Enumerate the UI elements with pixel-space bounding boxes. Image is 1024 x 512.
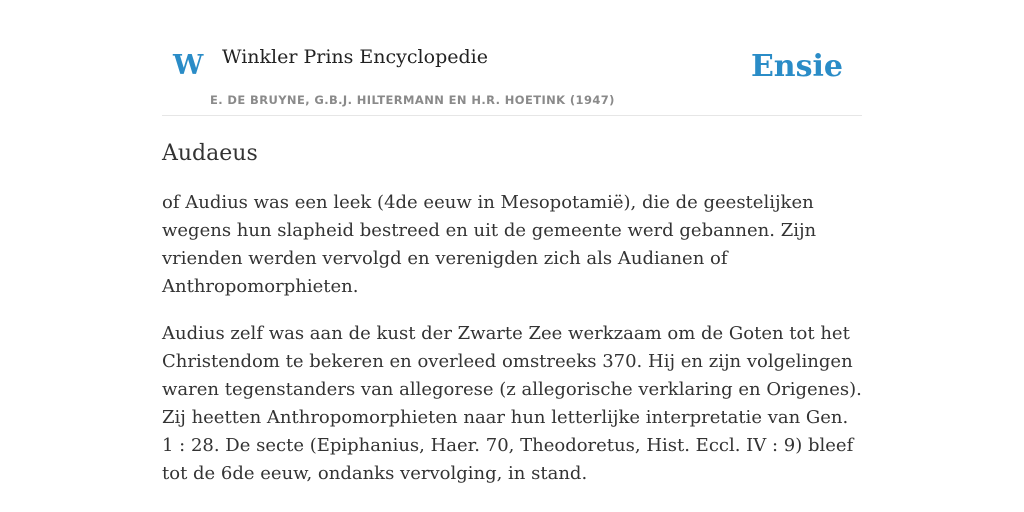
ensie-brand-link[interactable]: Ensie — [750, 49, 843, 84]
site-authors: E. DE BRUYNE, G.B.J. HILTERMANN EN H.R. HOETINK (1947) — [210, 93, 615, 107]
article-paragraph-1: of Audius was een leek (4de eeuw in Mesopotamië), die de geestelijken wegens hun slapheid bestreed en uit de gemeente werd gebannen. Zijn vrienden werden vervolgd en verenigden zich als Audianen of Anthropomorphieten. — [162, 191, 817, 297]
entry-title: Audaeus — [162, 141, 258, 166]
page — [162, 0, 862, 488]
winkler-prins-logo-icon[interactable]: W — [173, 50, 204, 81]
site-header — [162, 0, 862, 116]
site-title[interactable]: Winkler Prins Encyclopedie — [222, 46, 488, 68]
article-paragraph-2: Audius zelf was aan de kust der Zwarte Zee werkzaam om de Goten tot het Christendom te bekeren en overleed omstreeks 370. Hij en zijn volgelingen waren tegenstanders van allegorese (z allegorische verklaring en Origenes). Zij heetten Anthropomorphieten naar hun letterlijke interpretatie van Gen. 1 : 28. De secte (Epiphanius, Haer. 70, Theodoretus, Hist. Eccl. IV : 9) bleef tot de 6de eeuw, ondanks vervolging, in stand. — [162, 322, 862, 484]
